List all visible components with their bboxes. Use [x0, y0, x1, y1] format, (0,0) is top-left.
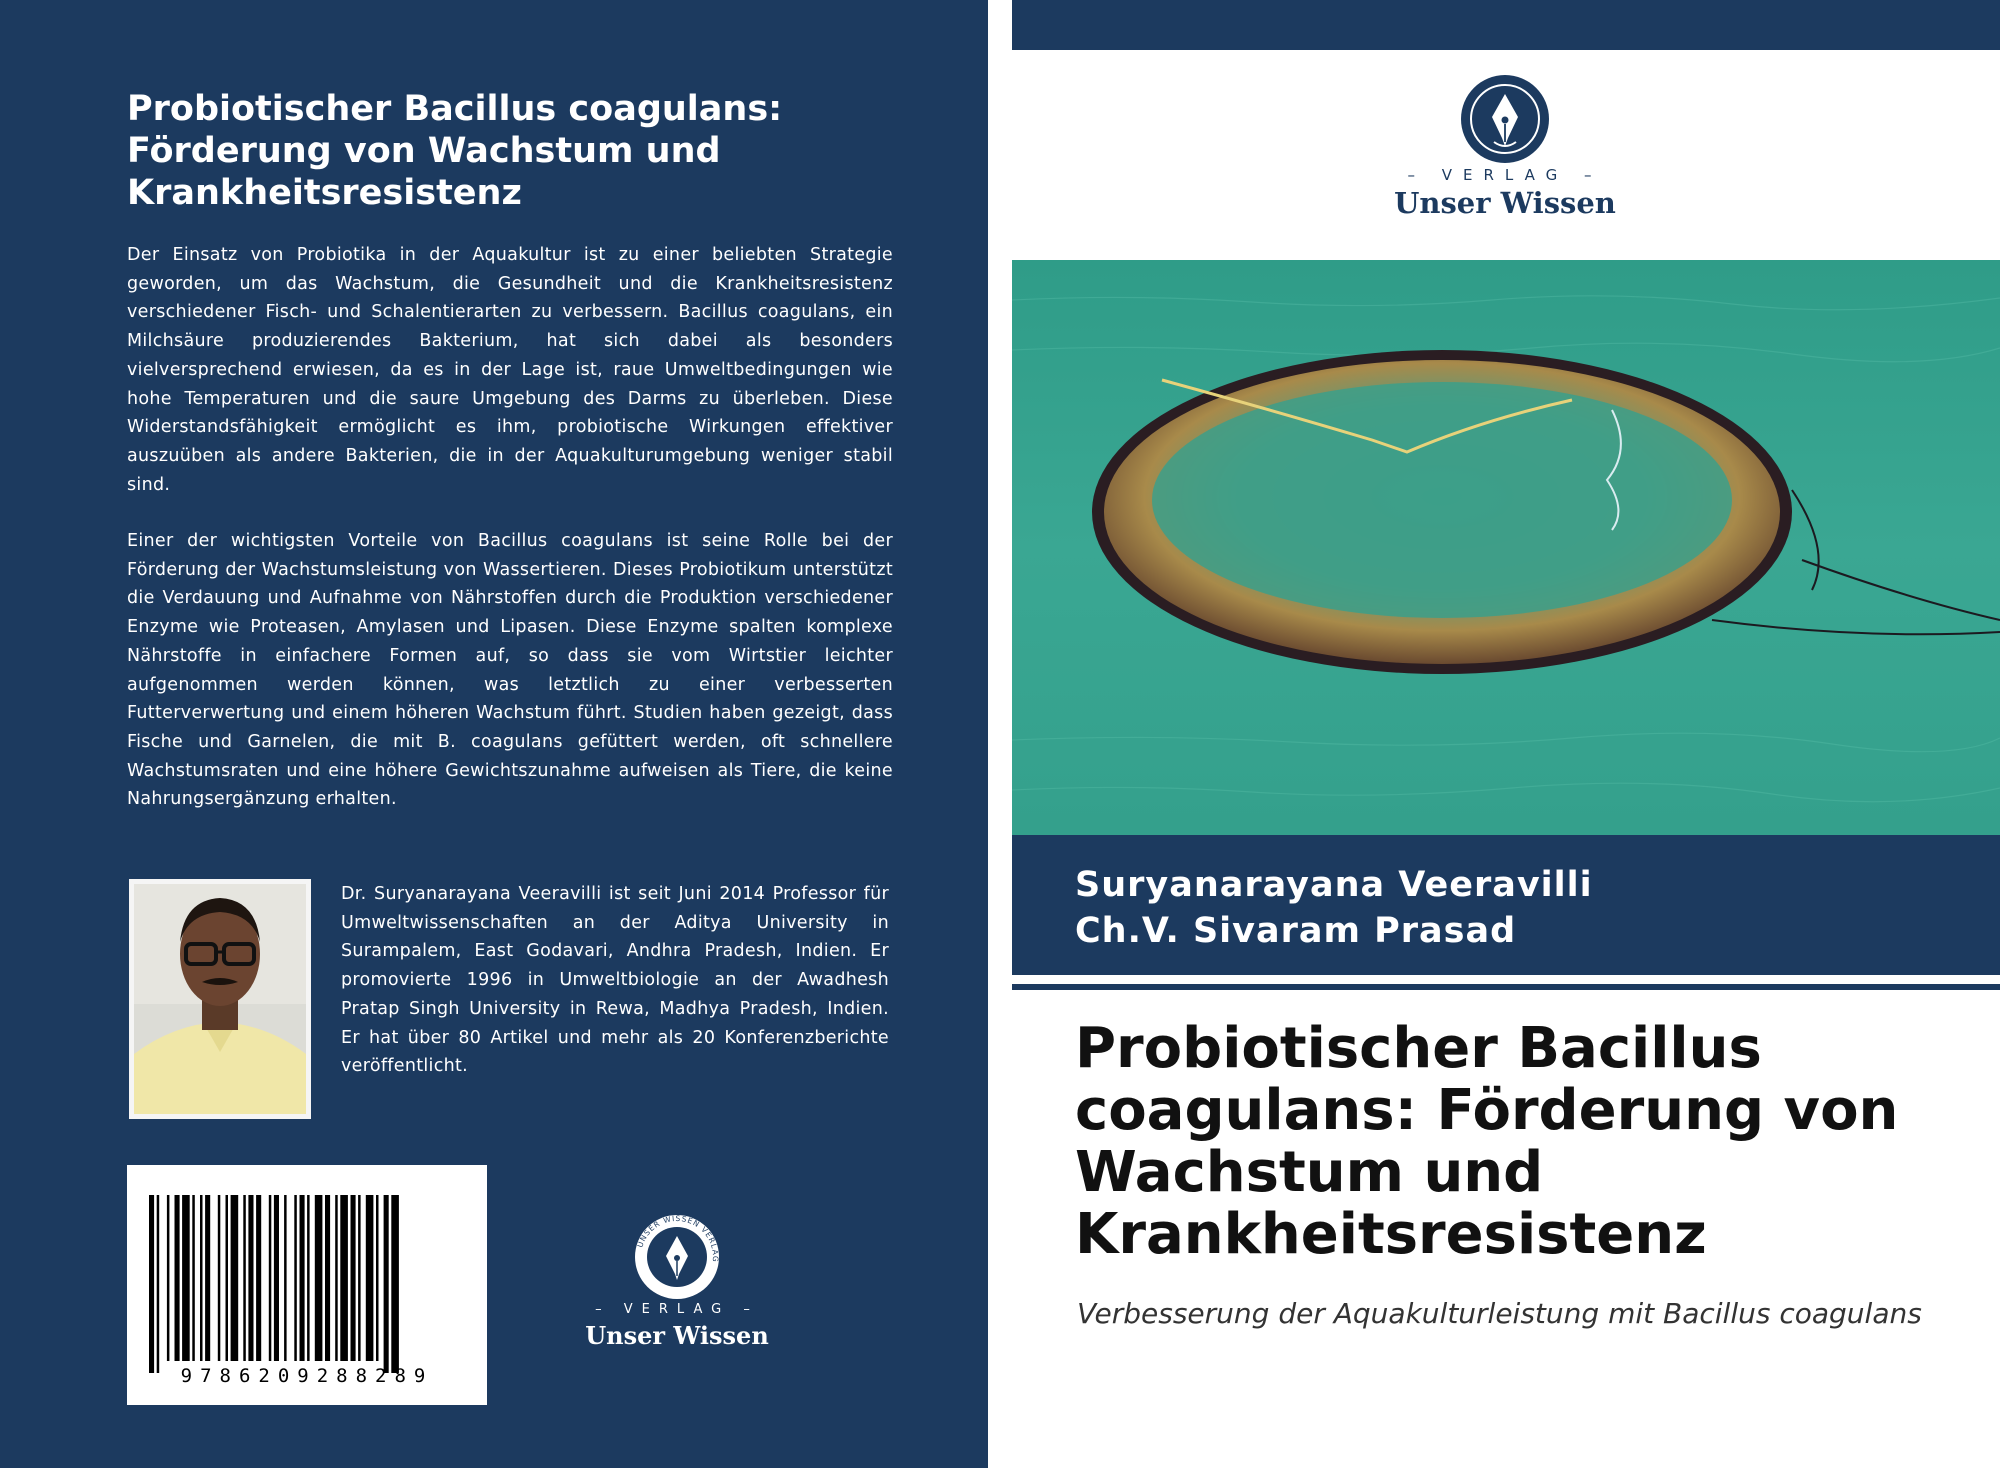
front-logo-verlag: – VERLAG –: [1407, 166, 1603, 184]
back-logo-verlag: – VERLAG –: [595, 1302, 759, 1317]
author-portrait-illustration: [134, 884, 306, 1114]
fountain-pen-nib-icon: [1458, 72, 1552, 166]
back-cover: [0, 0, 988, 1468]
back-logo-name: Unser Wissen: [585, 1321, 769, 1350]
fountain-pen-nib-icon: [632, 1212, 722, 1302]
cover-photo-fish-farm: [1012, 260, 2000, 835]
author-band: [1012, 835, 2000, 975]
front-publisher-logo: [1380, 72, 1630, 220]
front-divider-rule: [1012, 984, 2000, 990]
front-cover-title: Probiotischer Bacillus coagulans: Förderung von Wachstum und Krankheitsresistenz: [1075, 1016, 1899, 1267]
back-cover-title: Probiotischer Bacillus coagulans: Förderung von Wachstum und Krankheitsresistenz: [127, 89, 783, 213]
author-photo: [129, 879, 311, 1119]
aquaculture-net-pen-illustration: [1012, 260, 2000, 835]
isbn-digits: 9786209288289: [180, 1365, 434, 1387]
author-bio: Dr. Suryanarayana Veeravilli ist seit Juni 2014 Professor für Umweltwissenschaften an der Aditya University in Surampalem, East Godavari, Andhra Pradesh, Indien. Er promovierte 1996 in Umweltbiologie an der Awadhesh Pratap Singh University in Rewa, Madhya Pradesh, Indien. Er hat über 80 Artikel und mehr als 20 Konferenzberichte veröffentlicht.: [341, 884, 889, 1077]
front-logo-name: Unser Wissen: [1394, 186, 1616, 220]
back-publisher-logo: [562, 1212, 792, 1350]
author-name-1: Suryanarayana Veeravilli: [1075, 865, 1593, 905]
barcode: [127, 1165, 487, 1405]
author-name-2: Ch.V. Sivaram Prasad: [1075, 911, 1517, 951]
front-cover-subtitle: Verbesserung der Aquakulturleistung mit Bacillus coagulans: [1077, 1297, 1922, 1330]
blurb-paragraph-1: Der Einsatz von Probiotika in der Aquakultur ist zu einer beliebten Strategie geworden, um das Wachstum, die Gesundheit und die Krankheitsresistenz verschiedener Fisch- und Schalentierarten zu verbessern. Bacillus coagulans, ein Milchsäure produzierendes Bakterium, hat sich dabei als besonders vielversprechend erwiesen, da es in der Lage ist, raue Umweltbedingungen wie hohe Temperaturen und die saure Umgebung des Darms zu überleben. Diese Widerstandsfähigkeit ermöglicht es ihm, probiotische Wirkungen effektiver auszuüben als andere Bakterien, die in der Aquakulturumgebung weniger stabil sind.: [127, 245, 893, 495]
blurb-paragraph-2: Einer der wichtigsten Vorteile von Bacillus coagulans ist seine Rolle bei der Förderung der Wachstumsleistung von Wassertieren. Dieses Probiotikum unterstützt die Verdauung und Aufnahme von Nährstoffen durch die Produktion verschiedener Enzyme wie Proteasen, Amylasen und Lipasen. Diese Enzyme spalten komplexe Nährstoffe in einfachere Formen auf, so dass sie vom Wirtstier leichter aufgenommen werden können, was letztlich zu einer verbesserten Futterverwertung und einem höheren Wachstum führt. Studien haben gezeigt, dass Fische und Garnelen, die mit B. coagulans gefüttert werden, oft schnellere Wachstumsraten und eine höhere Gewichtszunahme aufweisen als Tiere, die keine Nahrungsergänzung erhalten.: [127, 531, 893, 810]
spine-gap: [988, 0, 1012, 1468]
logo-ring-text: UNSER WISSEN VERLAG: [635, 1213, 721, 1263]
front-top-bar: [1012, 0, 2000, 50]
